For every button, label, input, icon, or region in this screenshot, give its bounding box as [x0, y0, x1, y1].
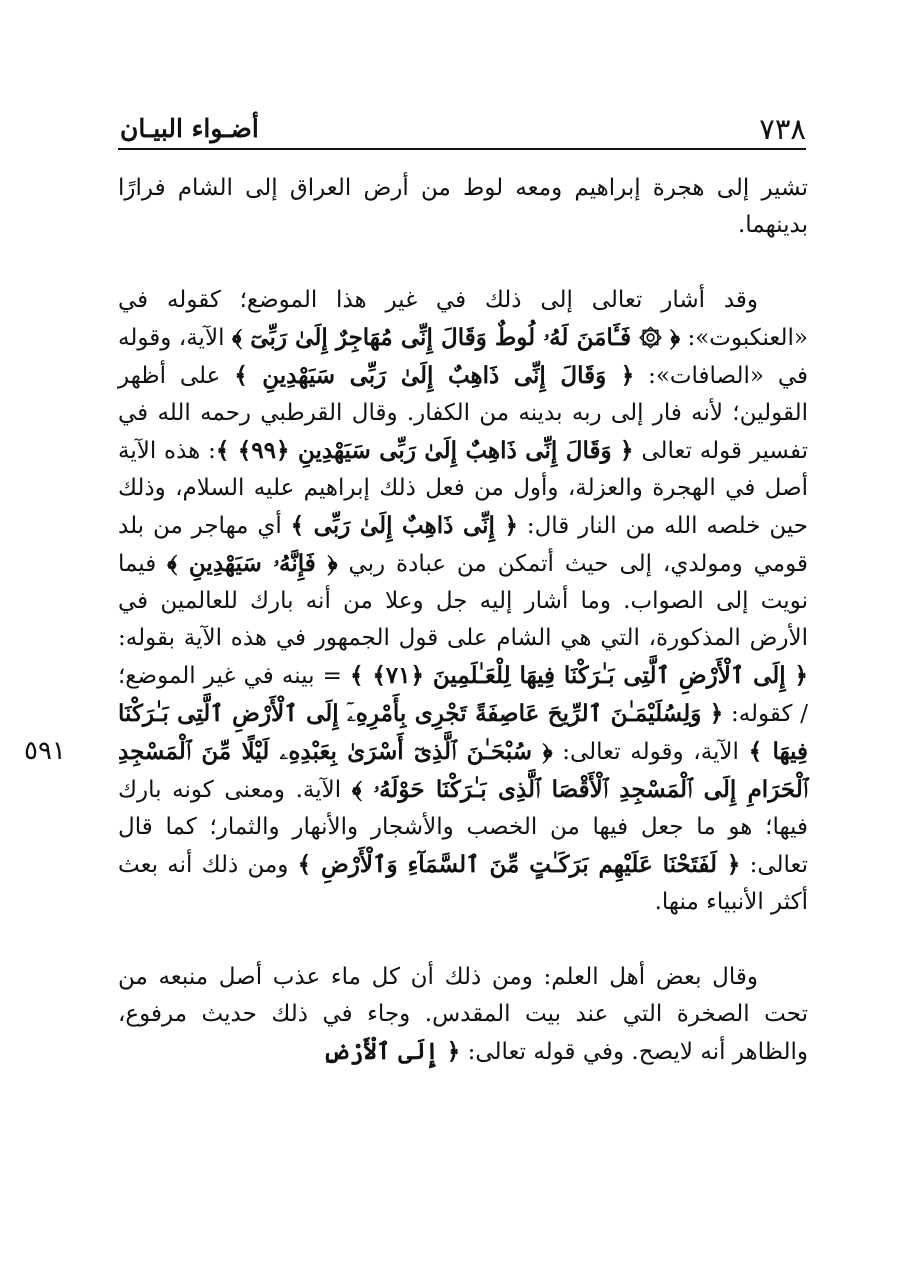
text-segment: أي مهاجر من بلد قومي ومولدي، إلى حيث أتمكن من عبادة ربي: [118, 513, 808, 577]
text-segment: ومن ذلك أنه بعث أكثر الأنبياء منها.: [118, 852, 808, 915]
text-segment: الآية، وقوله تعالى:: [552, 739, 749, 765]
quran-verse: ﴿ فَإِنَّهُۥ سَيَهْدِينِ ﴾: [167, 550, 338, 577]
text-segment: : هذه الآية أصل في الهجرة والعزلة، وأول من فعل ذلك إبراهيم عليه السلام، وذلك حين خلصه الله من النار قال:: [118, 438, 809, 539]
text-segment: تشير إلى هجرة إبراهيم ومعه لوط من أرض العراق إلى الشام فرارًا بدينهما.: [118, 175, 808, 238]
page-number: ٧٣٨: [759, 112, 806, 146]
quran-verse: ﴿ وَقَالَ إِنِّى ذَاهِبٌ إِلَىٰ رَبِّى سَيَهْدِينِ ﴿٩٩﴾ ﴾: [215, 437, 634, 464]
page-header: [118, 108, 806, 150]
quran-verse: ﴿ وَقَالَ إِنِّى ذَاهِبٌ إِلَىٰ رَبِّى سَيَهْدِينِ ﴾: [234, 362, 635, 389]
text-segment: وقد أشار تعالى إلى ذلك في غير هذا الموضع؛ كقوله في «العنكبوت»:: [118, 287, 808, 351]
text-segment: الآية. ومعنى كونه بارك فيها؛ هو ما جعل فيها من الخصب والأشجار والأنهار والثمار؛ كما قال تعالى:: [118, 777, 808, 878]
running-title: أضـواء البيـان: [120, 114, 259, 143]
margin-page-number: ٥٩١: [24, 736, 66, 766]
quran-verse: ﴿ إِلَى ٱلْأَرْضِ: [322, 1038, 461, 1065]
text-segment: على أظهر القولين؛ لأنه فار إلى ربه بدينه من الكفار. وقال القرطبي رحمه الله في تفسير قوله تعالى: [118, 363, 808, 464]
quran-verse: ﴿ ۞ فَـَٔامَنَ لَهُۥ لُوطٌ وَقَالَ إِنِّى مُهَاجِرٌ إِلَىٰ رَبِّىٓ ﴾: [231, 324, 681, 351]
paragraph: [118, 959, 808, 1071]
quran-verse: ﴿ سُبْحَـٰنَ ٱلَّذِىٓ أَسْرَىٰ بِعَبْدِهِۦ لَيْلًا مِّنَ ٱلْمَسْجِدِ ٱلْحَرَامِ إِلَى ٱلْمَسْجِدِ ٱلْأَقْصَا ٱلَّذِى بَـٰرَكْنَا حَوْلَهُۥ ﴾: [118, 738, 809, 803]
text-segment: فيما نويت إلى الصواب. وما أشار إليه جل وعلا من أنه بارك للعالمين في الأرض المذكورة، التي هي الشام على قول الجمهور في هذه الآية بقوله:: [118, 551, 808, 651]
text-segment: وقال بعض أهل العلم: ومن ذلك أن كل ماء عذب أصل منبعه من تحت الصخرة التي عند بيت المقدس. وجاء في ذلك حديث مرفوع، والظاهر أنه لايصح. وفي قوله تعالى:: [118, 964, 808, 1065]
paragraph: [118, 282, 808, 921]
paragraph: [118, 170, 808, 244]
quran-verse: ﴿ إِلَى ٱلْأَرْضِ ٱلَّتِى بَـٰرَكْنَا فِيهَا لِلْعَـٰلَمِينَ ﴿٧١﴾ ﴾: [350, 662, 808, 689]
body-text: [118, 170, 808, 1071]
quran-verse: ﴿ لَفَتَحْنَا عَلَيْهِم بَرَكَـٰتٍ مِّنَ ٱلسَّمَآءِ وَٱلْأَرْضِ ﴾: [297, 851, 741, 878]
text-segment: الآية، وقوله في «الصافات»:: [118, 325, 808, 389]
text-segment: = بينه في غير الموضع؛ / كقوله:: [118, 663, 808, 727]
quran-verse: ﴿ إِنِّى ذَاهِبٌ إِلَىٰ رَبِّى ﴾: [290, 512, 518, 539]
quran-verse: ﴿ وَلِسُلَيْمَـٰنَ ٱلرِّيحَ عَاصِفَةً تَجْرِى بِأَمْرِهِۦٓ إِلَى ٱلْأَرْضِ ٱلَّتِى بَـٰرَكْنَا فِيهَا ﴾: [118, 700, 808, 765]
